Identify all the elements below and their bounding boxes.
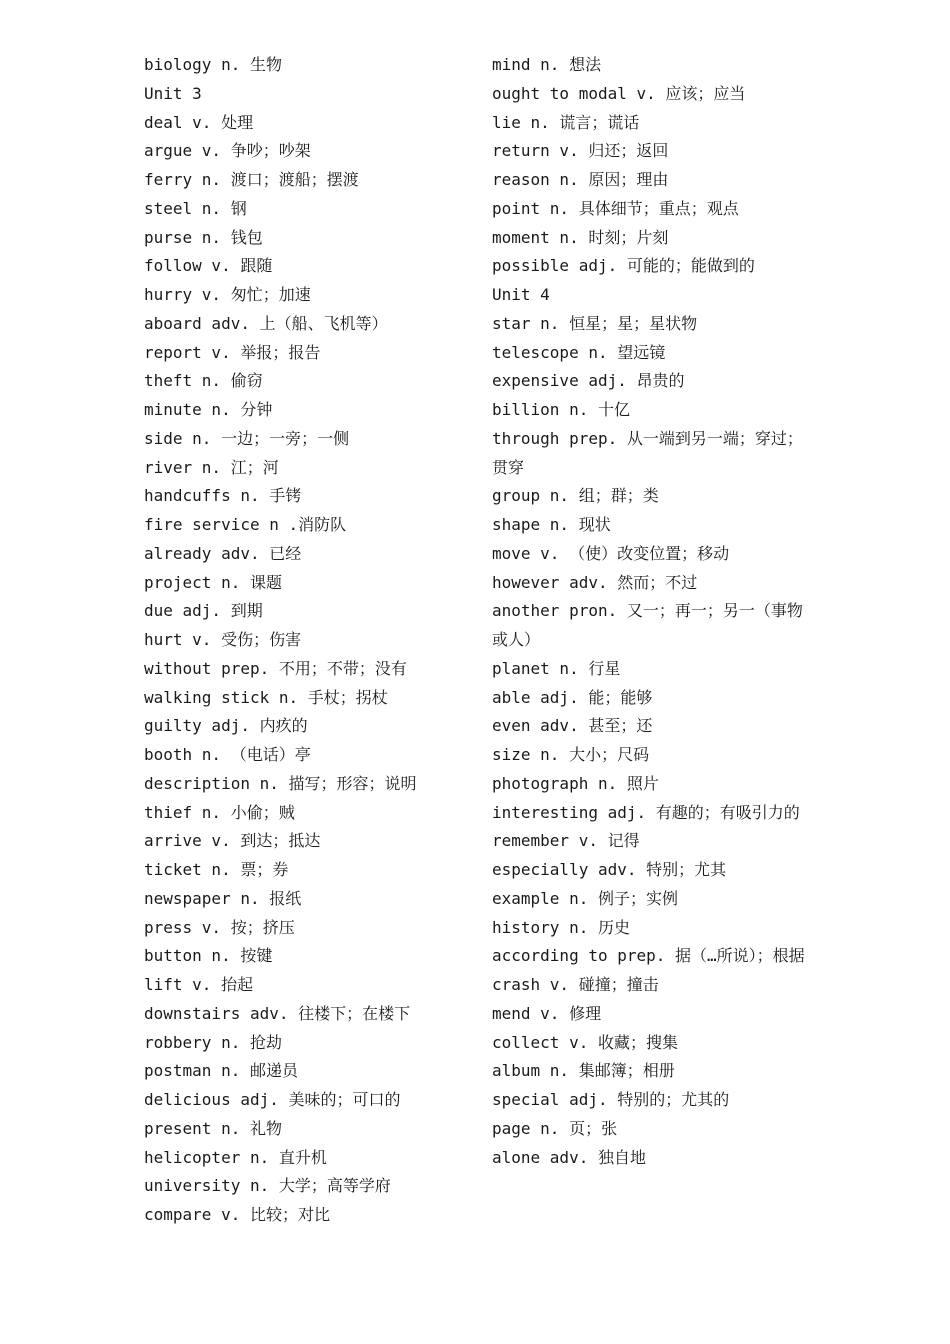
vocab-entry: mend v. 修理 bbox=[492, 1003, 602, 1023]
vocab-entry: follow v. 跟随 bbox=[144, 256, 273, 276]
vocab-entry: argue v. 争吵；吵架 bbox=[144, 141, 311, 161]
vocab-entry: project n. 课题 bbox=[144, 572, 282, 592]
vocab-entry: possible adj. 可能的；能做到的 bbox=[492, 256, 755, 276]
vocab-entry: guilty adj. 内疚的 bbox=[144, 716, 308, 736]
vocab-entry: downstairs adv. 往楼下；在楼下 bbox=[144, 1003, 411, 1023]
vocab-entry: history n. 历史 bbox=[492, 917, 630, 937]
vocab-entry: alone adv. 独自地 bbox=[492, 1147, 646, 1167]
vocab-entry: through prep. 从一端到另一端；穿过；贯穿 bbox=[492, 428, 803, 477]
vocab-entry: Unit 3 bbox=[144, 83, 202, 103]
vocab-entry: however adv. 然而；不过 bbox=[492, 572, 698, 592]
vocab-entry: robbery n. 抢劫 bbox=[144, 1032, 282, 1052]
vocab-entry: another pron. 又一；再一；另一（事物或人） bbox=[492, 601, 803, 649]
vocab-entry: thief n. 小偷；贼 bbox=[144, 802, 295, 822]
vocab-entry: crash v. 碰撞；撞击 bbox=[492, 975, 659, 994]
vocab-entry: compare v. 比较；对比 bbox=[144, 1205, 330, 1224]
vocab-entry: telescope n. 望远镜 bbox=[492, 342, 666, 362]
vocab-entry: helicopter n. 直升机 bbox=[144, 1147, 327, 1167]
vocab-entry: handcuffs n. 手铐 bbox=[144, 486, 302, 506]
vocab-entry: press v. 按；挤压 bbox=[144, 917, 295, 937]
vocab-entry: newspaper n. 报纸 bbox=[144, 888, 302, 908]
vocab-entry: according to prep. 据（…所说）；根据 bbox=[492, 946, 805, 966]
vocab-entry: ticket n. 票；券 bbox=[144, 860, 289, 879]
vocab-entry: biology n. 生物 bbox=[144, 55, 282, 74]
vocab-entry: star n. 恒星；星；星状物 bbox=[492, 313, 698, 333]
vocab-entry: remember v. 记得 bbox=[492, 831, 640, 851]
vocab-entry: river n. 江；河 bbox=[144, 457, 279, 477]
vocab-entry: aboard adv. 上（船、飞机等） bbox=[144, 313, 388, 333]
vocab-entry: special adj. 特别的；尤其的 bbox=[492, 1090, 730, 1109]
vocab-entry: steel n. 钢 bbox=[144, 198, 247, 218]
vocab-entry: Unit 4 bbox=[492, 285, 550, 304]
vocab-entry: button n. 按键 bbox=[144, 946, 273, 966]
vocab-entry: delicious adj. 美味的；可口的 bbox=[144, 1090, 401, 1109]
vocab-entry: side n. 一边；一旁；一侧 bbox=[144, 428, 350, 448]
vocab-entry: example n. 例子；实例 bbox=[492, 888, 678, 908]
vocab-entry: especially adv. 特别；尤其 bbox=[492, 860, 727, 879]
vocab-entry: ought to modal v. 应该；应当 bbox=[492, 83, 746, 103]
vocab-entry: report v. 举报；报告 bbox=[144, 342, 321, 362]
vocab-entry: moment n. 时刻；片刻 bbox=[492, 227, 669, 247]
vocab-entry: album n. 集邮簿；相册 bbox=[492, 1061, 675, 1081]
vocab-entry: shape n. 现状 bbox=[492, 515, 611, 534]
vocab-entry: present n. 礼物 bbox=[144, 1118, 282, 1138]
vocab-entry: lie n. 谎言；谎话 bbox=[492, 112, 640, 132]
vocab-column-right bbox=[492, 51, 812, 1172]
vocab-entry: description n. 描写；形容；说明 bbox=[144, 773, 417, 793]
vocab-entry: billion n. 十亿 bbox=[492, 400, 630, 419]
vocab-entry: even adv. 甚至；还 bbox=[492, 716, 653, 736]
vocab-entry: university n. 大学；高等学府 bbox=[144, 1176, 391, 1196]
vocab-entry: hurry v. 匆忙；加速 bbox=[144, 285, 311, 304]
vocab-entry: without prep. 不用；不带；没有 bbox=[144, 658, 407, 678]
vocab-entry: planet n. 行星 bbox=[492, 658, 621, 678]
vocab-entry: deal v. 处理 bbox=[144, 112, 254, 132]
vocab-entry: theft n. 偷窃 bbox=[144, 371, 263, 391]
vocab-column-left bbox=[144, 51, 474, 1230]
vocab-entry: photograph n. 照片 bbox=[492, 773, 659, 793]
vocab-entry: expensive adj. 昂贵的 bbox=[492, 371, 685, 391]
vocab-entry: already adv. 已经 bbox=[144, 543, 302, 563]
vocab-entry: move v. （使）改变位置；移动 bbox=[492, 543, 730, 563]
vocab-entry: size n. 大小；尺码 bbox=[492, 745, 650, 764]
vocab-entry: interesting adj. 有趣的；有吸引力的 bbox=[492, 802, 800, 822]
vocab-entry: booth n. （电话）亭 bbox=[144, 745, 311, 764]
vocab-entry: collect v. 收藏；搜集 bbox=[492, 1032, 678, 1052]
vocab-entry: purse n. 钱包 bbox=[144, 227, 263, 247]
vocab-entry: mind n. 想法 bbox=[492, 55, 602, 74]
vocab-entry: ferry n. 渡口；渡船；摆渡 bbox=[144, 170, 359, 189]
vocab-entry: group n. 组；群；类 bbox=[492, 486, 659, 506]
vocab-entry: reason n. 原因；理由 bbox=[492, 170, 669, 189]
vocab-entry: hurt v. 受伤；伤害 bbox=[144, 630, 302, 649]
vocab-entry: point n. 具体细节；重点；观点 bbox=[492, 198, 739, 218]
vocab-entry: able adj. 能；能够 bbox=[492, 687, 653, 707]
vocab-entry: minute n. 分钟 bbox=[144, 400, 273, 419]
vocab-entry: fire service n .消防队 bbox=[144, 515, 347, 534]
vocab-entry: lift v. 抬起 bbox=[144, 975, 254, 994]
vocab-entry: return v. 归还；返回 bbox=[492, 141, 669, 161]
vocab-entry: due adj. 到期 bbox=[144, 601, 263, 621]
vocab-entry: arrive v. 到达；抵达 bbox=[144, 831, 321, 851]
vocab-entry: postman n. 邮递员 bbox=[144, 1061, 298, 1081]
vocab-entry: page n. 页；张 bbox=[492, 1118, 618, 1138]
vocab-entry: walking stick n. 手杖；拐杖 bbox=[144, 687, 388, 707]
